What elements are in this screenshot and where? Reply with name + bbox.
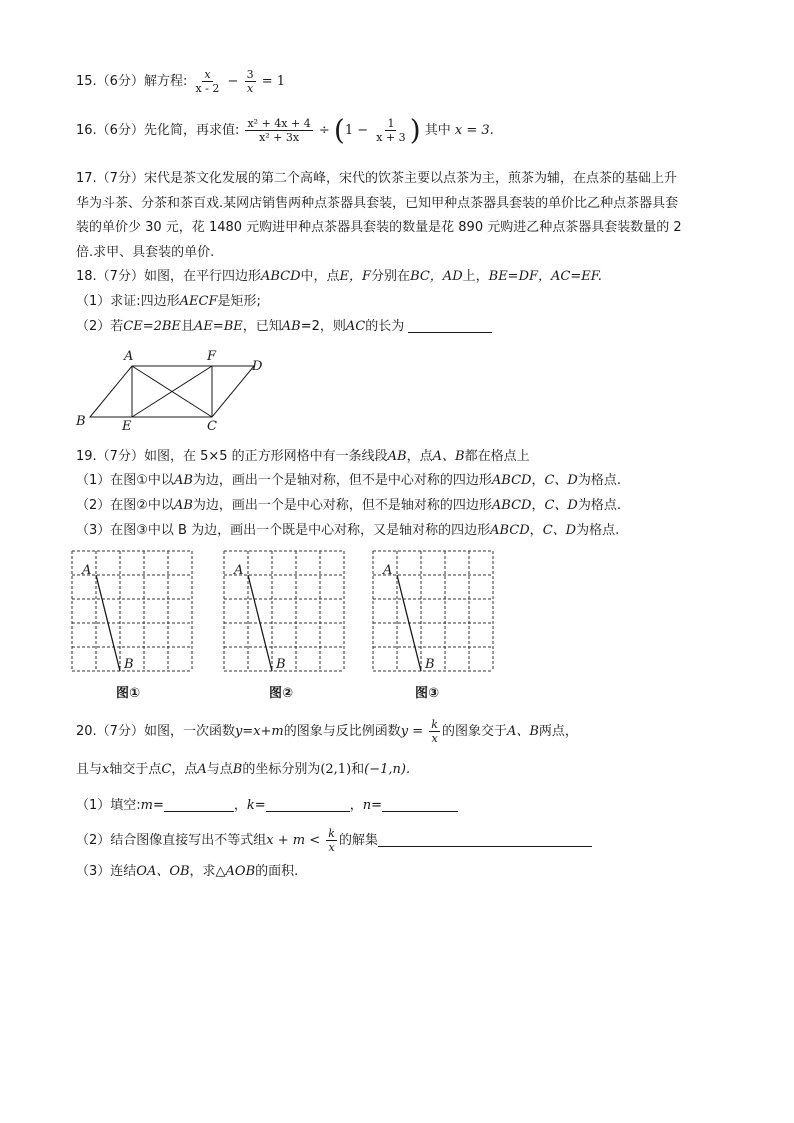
q15-prefix: 15.（6分）解方程: xyxy=(76,74,188,89)
point-b-label: B xyxy=(124,657,134,672)
k-answer-blank[interactable] xyxy=(266,797,350,812)
m-answer-blank[interactable] xyxy=(164,797,234,812)
svg-text:C: C xyxy=(207,419,217,432)
figure-caption-2: 图② xyxy=(268,686,293,701)
q17-line-4: 倍.求甲、具套装的单价. xyxy=(76,245,215,260)
q16-fraction-2: $\frac{1}{x + 3}$ xyxy=(376,117,406,144)
figure-caption-3: 图③ xyxy=(414,686,439,701)
q18-stem: 18.（7分）如图，在平行四边形ABCD中，点E，F分别在BC，AD上，BE=DF，AC=EF. xyxy=(76,269,602,284)
q20-part-1: （1）填空:m= ，k= ，n= xyxy=(76,797,458,814)
q20-fraction-k-over-x: $\frac{k}{x}$ xyxy=(431,718,438,745)
q19-stem: 19.（7分）如图，在 5×5 的正方形网格中有一条线段AB，点A、B都在格点上 xyxy=(76,449,530,464)
point-a-label: A xyxy=(82,563,92,578)
point-a-label: A xyxy=(234,563,244,578)
svg-text:F: F xyxy=(207,349,217,364)
svg-text:D: D xyxy=(252,359,263,374)
q18-answer-blank[interactable] xyxy=(408,318,492,333)
svg-text:A: A xyxy=(124,349,134,364)
q20-inequality-fraction: $\frac{k}{x}$ xyxy=(328,827,335,854)
q19-part-2: （2）在图②中以AB为边，画出一个是中心对称，但不是轴对称的四边形ABCD，C、D为格点. xyxy=(76,498,621,513)
q19-part-1: （1）在图①中以AB为边，画出一个是轴对称，但不是中心对称的四边形ABCD，C、D为格点. xyxy=(76,473,621,488)
q16-fraction-1: $\frac{\text{x² + 4x + 4}}{\text{x² + 3x}}$ xyxy=(247,117,311,144)
solution-set-answer-blank[interactable] xyxy=(378,832,592,847)
q15-fraction-1: $\frac{x}{x - 2}$ xyxy=(195,68,220,95)
q17-line-3: 装的单价少 30 元，花 1480 元购进甲种点茶器具套装的数量是花 890 元购进乙种点茶器具套装数量的 2 xyxy=(76,220,682,235)
q16-prefix: 16.（6分）先化简，再求值: xyxy=(76,123,240,138)
q18-part-1: （1）求证:四边形AECF是矩形; xyxy=(76,294,261,309)
n-answer-blank[interactable] xyxy=(382,797,458,812)
q18-part-2: （2）若CE=2BE且AE=BE，已知AB=2，则AC的长为 xyxy=(76,318,492,335)
svg-text:E: E xyxy=(122,419,132,432)
q17-line-2: 华为斗茶、分茶和茶百戏.某网店销售两种点茶器具套装，已知甲种点茶器具套装的单价比乙种点茶器具套 xyxy=(76,196,679,211)
parallelogram-figure xyxy=(70,346,270,432)
point-b-label: B xyxy=(276,657,286,672)
q20-part-2: （2）结合图像直接写出不等式组x + m < $\frac{k}{x}$ 的解集 xyxy=(76,826,592,856)
q20-part-3: （3）连结OA、OB，求△AOB的面积. xyxy=(76,864,299,879)
figure-caption-1: 图① xyxy=(115,686,140,701)
q15-fraction-2: $\frac{3}{x}$ xyxy=(246,68,254,95)
grid-figure-1 xyxy=(70,549,195,675)
q19-part-3: （3）在图③中以 B 为边，画出一个既是中心对称，又是轴对称的四边形ABCD，C、D为格点. xyxy=(76,523,620,538)
q16-line: 16.（6分）先化简，再求值: $\frac{\text{x² + 4x + 4}}{\text{x² + 3x}}$ ÷ (1 − $\frac{1}{x + 3}$ ) 其中 x = 3. xyxy=(76,113,494,147)
point-b-label: B xyxy=(425,657,435,672)
q20-stem: 20.（7分）如图，一次函数y=x+m的图象与反比例函数y = $\frac{k}{x}$ 的图象交于A、B两点， xyxy=(76,718,578,745)
point-a-label: A xyxy=(383,563,393,578)
svg-text:B: B xyxy=(76,414,86,429)
q15-line: 15.（6分）解方程: $\frac{x}{x - 2}$ − $\frac{3}{x}$ = 1 xyxy=(76,68,286,95)
q17-line-1: 17.（7分）宋代是茶文化发展的第二个高峰，宋代的饮茶主要以点茶为主，煎茶为辅，在点茶的基础上升 xyxy=(76,171,677,186)
q20-line-2: 且与x轴交于点C，点A与点B的坐标分别为(2,1)和(−1,n). xyxy=(76,762,411,777)
grid-figure-2 xyxy=(222,549,347,675)
grid-figure-3 xyxy=(371,549,496,675)
